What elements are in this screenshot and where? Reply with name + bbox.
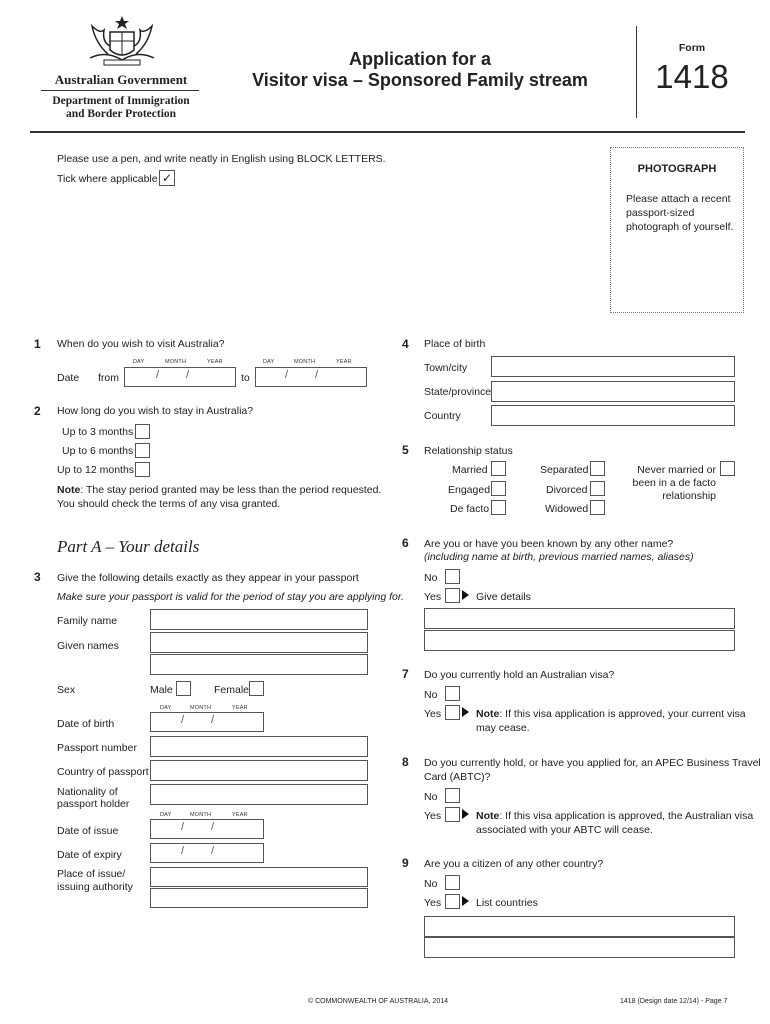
photo-line2: passport-sized <box>626 207 695 219</box>
never-married-line1: Never married or <box>637 464 716 476</box>
q7-no-label: No <box>424 689 438 701</box>
dob-year-label: YEAR <box>232 705 248 711</box>
family-name-label: Family name <box>57 615 118 627</box>
q2-note-line2: You should check the terms of any visa granted. <box>57 498 281 510</box>
q3-number: 3 <box>34 570 41 584</box>
footer-page: 1418 (Design date 12/14) - Page 7 <box>620 998 728 1005</box>
q2-option-3-months-checkbox[interactable] <box>135 424 150 439</box>
q5-number: 5 <box>402 443 409 457</box>
widowed-checkbox[interactable] <box>590 500 605 515</box>
issue-day-label: DAY <box>160 812 172 818</box>
q1-from-year-label: YEAR <box>207 359 223 365</box>
q6-yes-label: Yes <box>424 591 442 603</box>
male-checkbox[interactable] <box>176 681 191 696</box>
defacto-label: De facto <box>450 503 490 515</box>
photo-line1: Please attach a recent <box>626 193 731 205</box>
passport-number-field[interactable] <box>150 736 368 757</box>
intro-instruction: Please use a pen, and write neatly in English using BLOCK LETTERS. <box>57 153 386 165</box>
engaged-checkbox[interactable] <box>491 481 506 496</box>
q1-from-date-field[interactable] <box>124 367 236 387</box>
q1-from-label: from <box>98 372 119 384</box>
q2-question: How long do you wish to stay in Australia? <box>57 405 254 417</box>
given-names-label: Given names <box>57 640 119 652</box>
female-checkbox[interactable] <box>249 681 264 696</box>
q8-note-line2: associated with your ABTC will cease. <box>476 824 653 836</box>
photo-title: PHOTOGRAPH <box>637 163 717 175</box>
nationality-label-line2: passport holder <box>57 798 130 810</box>
q8-no-checkbox[interactable] <box>445 788 460 803</box>
gov-divider <box>41 90 199 91</box>
q2-option-6-months-checkbox[interactable] <box>135 443 150 458</box>
q8-question-line2: Card (ABTC)? <box>424 771 491 783</box>
q9-countries-field-2[interactable] <box>424 937 735 958</box>
coat-of-arms-emblem <box>82 14 162 70</box>
never-married-line2: been in a de facto <box>632 477 716 489</box>
q2-option-12-months-label: Up to 12 months <box>57 464 135 476</box>
q8-arrow-icon <box>462 809 469 819</box>
q6-no-checkbox[interactable] <box>445 569 460 584</box>
divorced-checkbox[interactable] <box>590 481 605 496</box>
date-of-expiry-label: Date of expiry <box>57 849 122 861</box>
q5-question: Relationship status <box>424 445 513 457</box>
q9-countries-field-1[interactable] <box>424 916 735 937</box>
footer-copyright: © COMMONWEALTH OF AUSTRALIA, 2014 <box>308 998 448 1005</box>
q6-yes-checkbox[interactable] <box>445 588 460 603</box>
dob-slash2: / <box>211 714 215 726</box>
photo-line3: photograph of yourself. <box>626 221 734 233</box>
married-label: Married <box>452 464 488 476</box>
q1-from-day-label: DAY <box>133 359 145 365</box>
gov-name: Australian Government <box>54 72 188 87</box>
never-married-line3: relationship <box>662 490 716 502</box>
dob-day-label: DAY <box>160 705 172 711</box>
date-of-issue-label: Date of issue <box>57 825 119 837</box>
q6-question: Are you or have you been known by any other name? <box>424 538 674 550</box>
q2-note <box>57 484 381 496</box>
date-of-issue-field[interactable] <box>150 819 264 839</box>
q8-yes-label: Yes <box>424 810 442 822</box>
country-of-birth-field[interactable] <box>491 405 735 426</box>
q4-number: 4 <box>402 337 409 351</box>
q2-option-12-months-checkbox[interactable] <box>135 462 150 477</box>
q9-question: Are you a citizen of any other country? <box>424 858 604 870</box>
married-checkbox[interactable] <box>491 461 506 476</box>
form-number: 1418 <box>655 58 729 95</box>
form-label: Form <box>678 42 706 54</box>
q1-from-slash2: / <box>186 369 190 381</box>
country-of-passport-label: Country of passport <box>57 766 149 778</box>
defacto-checkbox[interactable] <box>491 500 506 515</box>
q1-to-day-label: DAY <box>263 359 275 365</box>
dob-field[interactable] <box>150 712 264 732</box>
state-province-field[interactable] <box>491 381 735 402</box>
q8-question-line1: Do you currently hold, or have you applied for, an APEC Business Travel <box>424 757 761 769</box>
q9-list-countries-label: List countries <box>476 897 538 909</box>
dob-label: Date of birth <box>57 718 115 730</box>
q1-to-slash1: / <box>285 369 289 381</box>
part-a-title: Part A – Your details <box>57 537 200 556</box>
male-label: Male <box>150 684 173 696</box>
q6-subtext: (including name at birth, previous married names, aliases) <box>424 551 694 563</box>
issue-month-label: MONTH <box>190 812 212 818</box>
q8-note <box>476 810 753 822</box>
q9-no-checkbox[interactable] <box>445 875 460 890</box>
given-names-field-1[interactable] <box>150 632 368 653</box>
q2-number: 2 <box>34 404 41 418</box>
q1-to-month-label: MONTH <box>294 359 316 365</box>
q2-note-bold: Note <box>57 484 81 496</box>
dob-slash1: / <box>181 714 185 726</box>
issue-slash1: / <box>181 821 185 833</box>
q8-note-bold: Note <box>476 810 500 822</box>
country-of-birth-label: Country <box>424 410 461 422</box>
town-city-field[interactable] <box>491 356 735 377</box>
q1-question: When do you wish to visit Australia? <box>57 338 225 350</box>
date-of-expiry-field[interactable] <box>150 843 264 863</box>
q7-question: Do you currently hold an Australian visa? <box>424 669 615 681</box>
issue-slash2: / <box>211 821 215 833</box>
q7-yes-label: Yes <box>424 708 442 720</box>
q7-no-checkbox[interactable] <box>445 686 460 701</box>
passport-number-label: Passport number <box>57 742 137 754</box>
q1-to-slash2: / <box>315 369 319 381</box>
q7-arrow-icon <box>462 707 469 717</box>
female-label: Female <box>214 684 250 696</box>
q2-option-6-months-label: Up to 6 months <box>62 445 134 457</box>
form-title-line2: Visitor visa – Sponsored Family stream <box>252 70 588 90</box>
state-province-label: State/province <box>424 386 492 398</box>
q2-option-3-months-label: Up to 3 months <box>62 426 134 438</box>
q9-yes-checkbox[interactable] <box>445 894 460 909</box>
q7-note-bold: Note <box>476 708 500 720</box>
separated-checkbox[interactable] <box>590 461 605 476</box>
country-of-passport-field[interactable] <box>150 760 368 781</box>
q7-number: 7 <box>402 667 409 681</box>
given-names-field-2[interactable] <box>150 654 368 675</box>
issue-year-label: YEAR <box>232 812 248 818</box>
q6-arrow-icon <box>462 590 469 600</box>
header-rule <box>30 131 745 133</box>
q9-arrow-icon <box>462 896 469 906</box>
q7-note <box>476 708 746 720</box>
form-title-line1: Application for a <box>348 49 491 69</box>
q1-from-slash1: / <box>156 369 160 381</box>
q8-yes-checkbox[interactable] <box>445 807 460 822</box>
q1-to-year-label: YEAR <box>336 359 352 365</box>
q6-details-field-2[interactable] <box>424 630 735 651</box>
tick-example-checkbox <box>159 170 175 186</box>
q1-to-label: to <box>241 372 250 384</box>
q4-question: Place of birth <box>424 338 486 350</box>
engaged-label: Engaged <box>448 484 491 496</box>
q2-note-text: : The stay period granted may be less than the period requested. <box>80 484 382 496</box>
place-of-issue-label-line2: issuing authority <box>57 881 133 893</box>
expiry-slash2: / <box>211 845 215 857</box>
family-name-field[interactable] <box>150 609 368 630</box>
widowed-label: Widowed <box>545 503 589 515</box>
town-city-label: Town/city <box>424 362 468 374</box>
separated-label: Separated <box>540 464 589 476</box>
dob-month-label: MONTH <box>190 705 212 711</box>
expiry-slash1: / <box>181 845 185 857</box>
q1-number: 1 <box>34 337 41 351</box>
q1-from-month-label: MONTH <box>165 359 187 365</box>
q1-date-label: Date <box>57 372 80 384</box>
place-of-issue-field-2[interactable] <box>150 888 368 908</box>
q7-yes-checkbox[interactable] <box>445 705 460 720</box>
q6-number: 6 <box>402 536 409 550</box>
q7-note-text: : If this visa application is approved, your current visa <box>499 708 746 720</box>
dept-line2: and Border Protection <box>65 108 177 120</box>
divorced-label: Divorced <box>546 484 588 496</box>
q8-no-label: No <box>424 791 438 803</box>
q6-details-field-1[interactable] <box>424 608 735 629</box>
never-married-checkbox[interactable] <box>720 461 735 476</box>
q8-number: 8 <box>402 755 409 769</box>
q6-no-label: No <box>424 572 438 584</box>
q6-give-details-label: Give details <box>476 591 531 603</box>
tick-label: Tick where applicable <box>57 173 158 185</box>
dept-line1: Department of Immigration <box>52 95 190 107</box>
q8-note-text: : If this visa application is approved, the Australian visa <box>499 810 754 822</box>
q9-yes-label: Yes <box>424 897 442 909</box>
sex-label: Sex <box>57 684 76 696</box>
form-number-box <box>636 26 637 118</box>
nationality-field[interactable] <box>150 784 368 805</box>
nationality-label-line1: Nationality of <box>57 786 118 798</box>
q7-note-line2: may cease. <box>476 722 530 734</box>
q1-to-date-field[interactable] <box>255 367 367 387</box>
q9-no-label: No <box>424 878 438 890</box>
place-of-issue-field-1[interactable] <box>150 867 368 887</box>
q9-number: 9 <box>402 856 409 870</box>
q3-subtext: Make sure your passport is valid for the period of stay you are applying for. <box>57 591 404 603</box>
place-of-issue-label-line1: Place of issue/ <box>57 868 126 880</box>
tick-mark: ✓ <box>161 171 173 185</box>
q3-question: Give the following details exactly as they appear in your passport <box>57 572 359 584</box>
